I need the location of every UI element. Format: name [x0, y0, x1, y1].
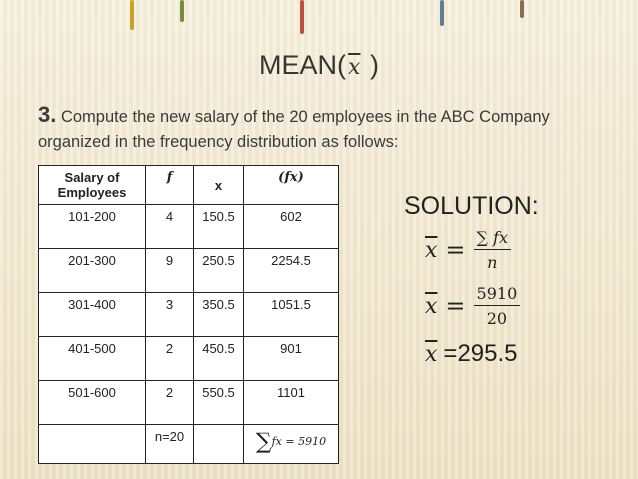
- cell-salary: 101-200: [39, 205, 146, 249]
- table-row: [39, 293, 339, 337]
- table-row: [39, 249, 339, 293]
- sum-expression: [255, 429, 327, 454]
- problem-statement: [38, 102, 618, 155]
- summation-symbol: ∑: [255, 429, 272, 454]
- header-salary: Salary of Employees: [39, 166, 146, 205]
- decor-stripe: [300, 0, 304, 34]
- problem-text: Compute the new salary of the 20 employees in the ABC Company organized in the frequency distribution as follows:: [38, 108, 550, 151]
- sum-expression-text: fx = 5910: [271, 434, 327, 448]
- equals-sign: =: [445, 236, 466, 264]
- table-row: [39, 205, 339, 249]
- fraction-numerator: ∑ fx: [474, 228, 511, 250]
- problem-number: 3.: [38, 102, 57, 127]
- mean-substitution: [425, 284, 520, 328]
- cell-frequency: 9: [146, 249, 194, 293]
- mean-result-value: =295.5: [443, 340, 518, 367]
- title-prefix: MEAN(: [259, 50, 347, 80]
- cell-fx: 901: [244, 337, 339, 381]
- cell-midpoint: 150.5: [194, 205, 244, 249]
- fraction-denominator: 20: [486, 309, 508, 328]
- substitution-fraction: [474, 284, 521, 328]
- cell-salary: 501-600: [39, 381, 146, 425]
- title-suffix: ): [362, 50, 379, 80]
- cell-total-sum: [244, 425, 339, 464]
- table-row: [39, 337, 339, 381]
- cell-fx: 1101: [244, 381, 339, 425]
- slide-title: [0, 50, 638, 81]
- decor-stripe: [440, 0, 444, 26]
- cell-midpoint: 250.5: [194, 249, 244, 293]
- cell-frequency: 3: [146, 293, 194, 337]
- cell-midpoint: 450.5: [194, 337, 244, 381]
- header-frequency: f: [146, 166, 194, 205]
- mean-result: [425, 340, 518, 368]
- header-midpoint: x: [194, 166, 244, 205]
- solution-label: SOLUTION:: [404, 192, 539, 220]
- cell-empty: [39, 425, 146, 464]
- mean-symbol: $\overline{x}$: [425, 293, 438, 319]
- cell-midpoint: 350.5: [194, 293, 244, 337]
- cell-total-n: n=20: [146, 425, 194, 464]
- cell-empty: [194, 425, 244, 464]
- cell-midpoint: 550.5: [194, 381, 244, 425]
- mean-formula: [425, 228, 511, 272]
- cell-salary: 401-500: [39, 337, 146, 381]
- cell-salary: 301-400: [39, 293, 146, 337]
- equals-sign: =: [445, 292, 466, 320]
- title-mean-symbol: $\overline{x}$: [348, 55, 361, 80]
- cell-fx: 2254.5: [244, 249, 339, 293]
- table-total-row: [39, 425, 339, 464]
- cell-frequency: 4: [146, 205, 194, 249]
- table-row: [39, 381, 339, 425]
- cell-fx: 602: [244, 205, 339, 249]
- decor-stripe: [180, 0, 184, 22]
- decor-stripe: [130, 0, 134, 30]
- cell-frequency: 2: [146, 337, 194, 381]
- fraction-denominator: n: [487, 253, 498, 272]
- formula-fraction: [474, 228, 511, 272]
- cell-frequency: 2: [146, 381, 194, 425]
- mean-symbol: $\overline{x}$: [425, 237, 438, 263]
- frequency-table: [38, 165, 339, 464]
- fraction-numerator: 5910: [474, 284, 521, 306]
- cell-salary: 201-300: [39, 249, 146, 293]
- table-header-row: [39, 166, 339, 205]
- mean-symbol: $\overline{x}$: [425, 341, 438, 367]
- decor-stripe: [520, 0, 524, 18]
- cell-fx: 1051.5: [244, 293, 339, 337]
- header-fx: (fx): [244, 166, 339, 205]
